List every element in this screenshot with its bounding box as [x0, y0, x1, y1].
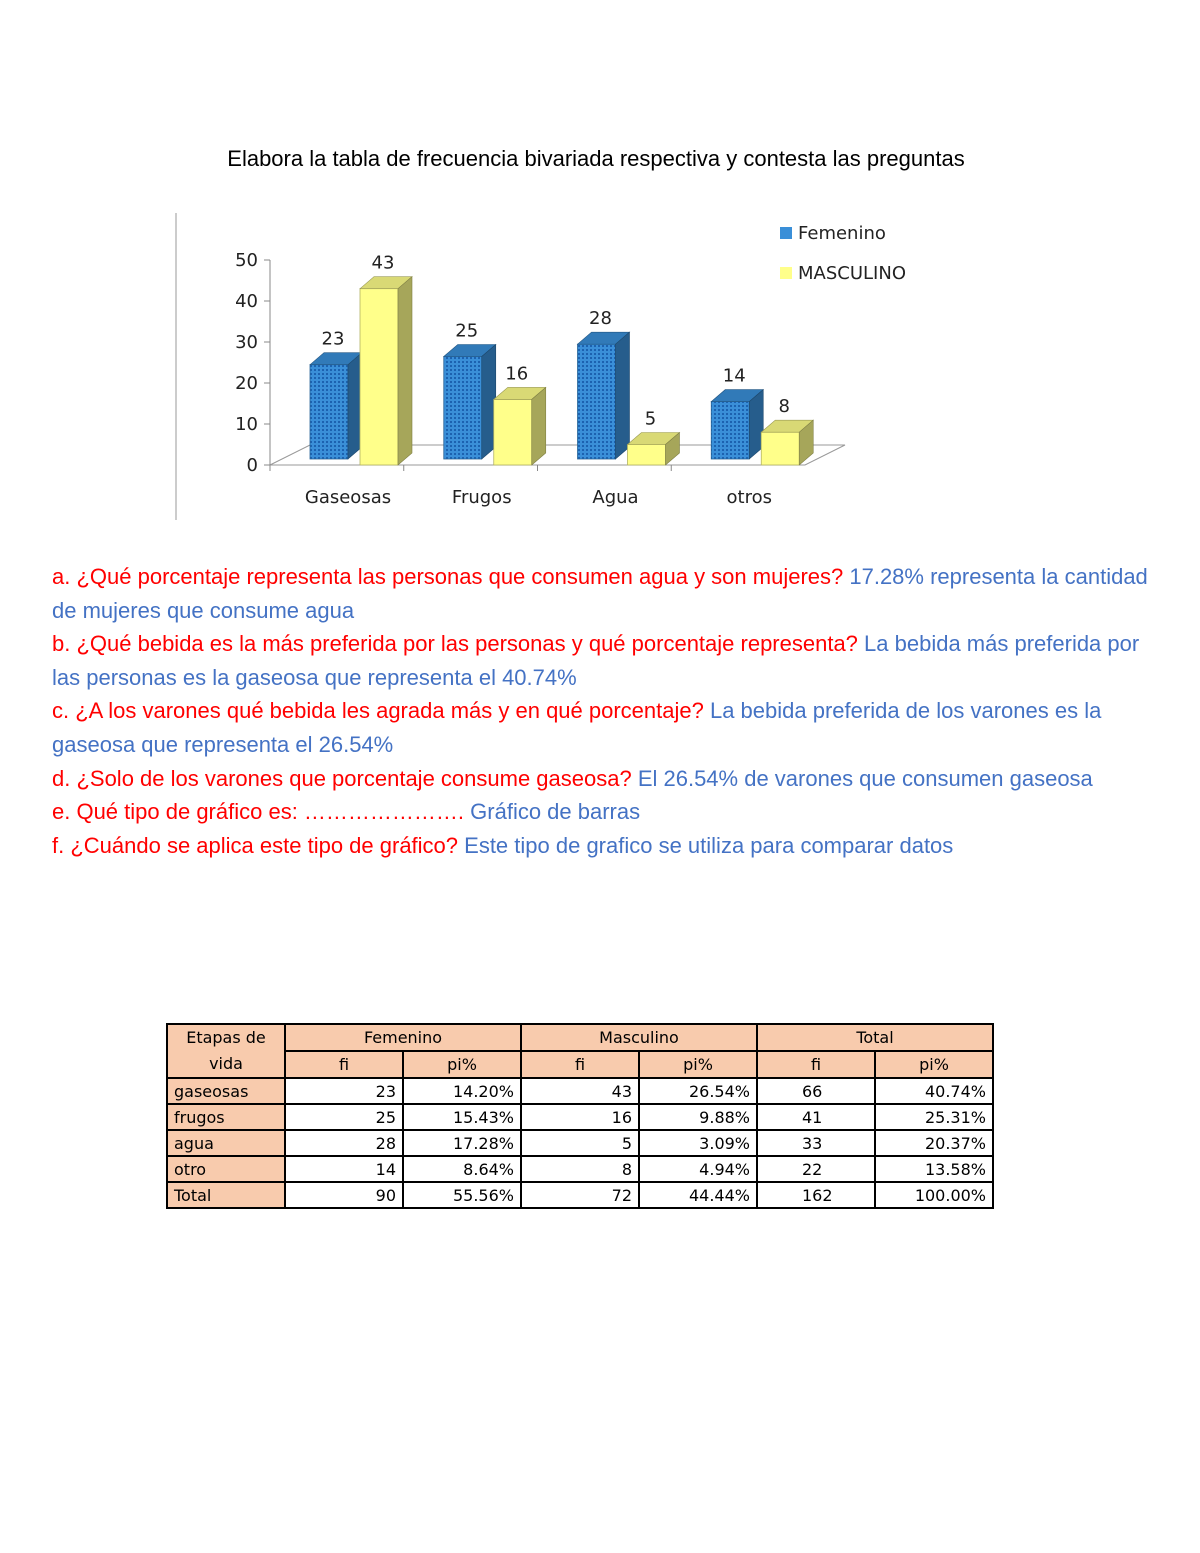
cell: 8.64% — [403, 1156, 521, 1182]
y-tick-label: 10 — [235, 414, 258, 435]
bar-masculino-otros — [761, 432, 799, 465]
bar-femenino-frugos — [444, 357, 482, 460]
bar-side-face — [532, 387, 546, 465]
cell: 41 — [757, 1104, 875, 1130]
question-a — [52, 560, 1162, 627]
table-row — [167, 1156, 993, 1182]
table-row — [167, 1130, 993, 1156]
cell: 3.09% — [639, 1130, 757, 1156]
cell: 43 — [521, 1078, 639, 1104]
question-text: c. ¿A los varones qué bebida les agrada más y en qué porcentaje? — [52, 698, 704, 724]
cell: 14 — [285, 1156, 403, 1182]
y-tick-label: 30 — [235, 332, 258, 353]
table-subheader-row — [167, 1051, 993, 1078]
x-tick-label: Agua — [592, 487, 639, 508]
cell: 13.58% — [875, 1156, 993, 1182]
cell: 9.88% — [639, 1104, 757, 1130]
legend-swatch-masculino — [780, 267, 792, 279]
cell: 14.20% — [403, 1078, 521, 1104]
x-tick-label: otros — [726, 487, 772, 508]
data-label: 8 — [778, 396, 790, 418]
cell: 22 — [757, 1156, 875, 1182]
cell: 40.74% — [875, 1078, 993, 1104]
header-femenino: Femenino — [285, 1024, 521, 1051]
table-row — [167, 1104, 993, 1130]
y-tick-label: 20 — [235, 373, 258, 394]
cell: 16 — [521, 1104, 639, 1130]
table-total-row — [167, 1182, 993, 1208]
legend-swatch-femenino — [780, 227, 792, 239]
data-label: 5 — [644, 408, 657, 430]
row-label: frugos — [167, 1104, 285, 1130]
header-masculino: Masculino — [521, 1024, 757, 1051]
subheader-fi: fi — [757, 1051, 875, 1078]
subheader-pi: pi% — [403, 1051, 521, 1078]
answer-text: Gráfico de barras — [464, 799, 641, 825]
data-label: 28 — [589, 308, 612, 330]
cell: 44.44% — [639, 1182, 757, 1208]
question-text: f. ¿Cuándo se aplica este tipo de gráfico? — [52, 832, 459, 858]
question-f — [52, 829, 1162, 863]
question-text: e. Qué tipo de gráfico es: …………………. — [52, 799, 465, 825]
cell: 25.31% — [875, 1104, 993, 1130]
table-header-row — [167, 1024, 993, 1051]
cell: 28 — [285, 1130, 403, 1156]
row-label: agua — [167, 1130, 285, 1156]
x-tick-label: Frugos — [451, 487, 512, 508]
legend-label-masculino: MASCULINO — [798, 263, 906, 284]
bar-side-face — [398, 277, 412, 465]
subheader-fi: fi — [285, 1051, 403, 1078]
y-tick-label: 40 — [235, 291, 258, 312]
cell: 26.54% — [639, 1078, 757, 1104]
data-label: 23 — [321, 328, 345, 350]
cell: 20.37% — [875, 1130, 993, 1156]
cell: 25 — [285, 1104, 403, 1130]
data-label: 25 — [455, 320, 479, 342]
cell: 23 — [285, 1078, 403, 1104]
row-label: Total — [167, 1182, 285, 1208]
header-etapas: Etapas de vida — [167, 1024, 285, 1078]
bar-femenino-otros — [711, 402, 749, 459]
question-e — [52, 795, 1162, 829]
subheader-pi: pi% — [875, 1051, 993, 1078]
cell: 100.00% — [875, 1182, 993, 1208]
bar-femenino-agua — [578, 344, 616, 459]
frequency-table — [166, 1023, 994, 1209]
y-tick-label: 50 — [235, 250, 258, 271]
subheader-pi: pi% — [639, 1051, 757, 1078]
answer-text: La bebida preferida de los varones es la gaseosa que representa el 26.54% — [52, 698, 1102, 757]
y-tick-label: 0 — [246, 455, 258, 476]
bar-femenino-gaseosas — [310, 365, 348, 459]
question-text: d. ¿Solo de los varones que porcentaje consume gaseosa? — [52, 765, 632, 791]
data-label: 43 — [371, 252, 395, 274]
cell: 17.28% — [403, 1130, 521, 1156]
page-title: Elabora la tabla de frecuencia bivariada respectiva y contesta las preguntas — [227, 146, 965, 171]
legend-label-femenino: Femenino — [798, 223, 886, 244]
cell: 8 — [521, 1156, 639, 1182]
answer-text: Este tipo de grafico se utiliza para comparar datos — [458, 832, 954, 858]
question-d — [52, 762, 1162, 796]
cell: 72 — [521, 1182, 639, 1208]
answer-text: 17.28% representa la cantidad de mujeres que consume agua — [52, 564, 1148, 623]
bar-masculino-agua — [628, 445, 666, 466]
bar-chart — [170, 205, 910, 525]
question-c — [52, 694, 1162, 761]
bar-side-face — [616, 332, 630, 459]
bar-masculino-gaseosas — [360, 289, 398, 465]
cell: 33 — [757, 1130, 875, 1156]
row-label: otro — [167, 1156, 285, 1182]
subheader-fi: fi — [521, 1051, 639, 1078]
question-text: b. ¿Qué bebida es la más preferida por las personas y qué porcentaje representa? — [52, 631, 858, 657]
cell: 15.43% — [403, 1104, 521, 1130]
header-total: Total — [757, 1024, 993, 1051]
questions-section — [52, 560, 1162, 862]
cell: 162 — [757, 1182, 875, 1208]
bar-masculino-frugos — [494, 399, 532, 465]
x-tick-label: Gaseosas — [304, 487, 392, 508]
cell: 66 — [757, 1078, 875, 1104]
data-label: 14 — [722, 365, 746, 387]
cell: 4.94% — [639, 1156, 757, 1182]
answer-text: La bebida más preferida por las personas es la gaseosa que representa el 40.74% — [52, 631, 1140, 690]
table-row — [167, 1078, 993, 1104]
row-label: gaseosas — [167, 1078, 285, 1104]
answer-text: El 26.54% de varones que consumen gaseosa — [631, 765, 1093, 791]
question-text: a. ¿Qué porcentaje representa las personas que consumen agua y son mujeres? — [52, 564, 844, 589]
cell: 5 — [521, 1130, 639, 1156]
question-b — [52, 627, 1162, 694]
cell: 90 — [285, 1182, 403, 1208]
cell: 55.56% — [403, 1182, 521, 1208]
data-label: 16 — [505, 363, 529, 385]
